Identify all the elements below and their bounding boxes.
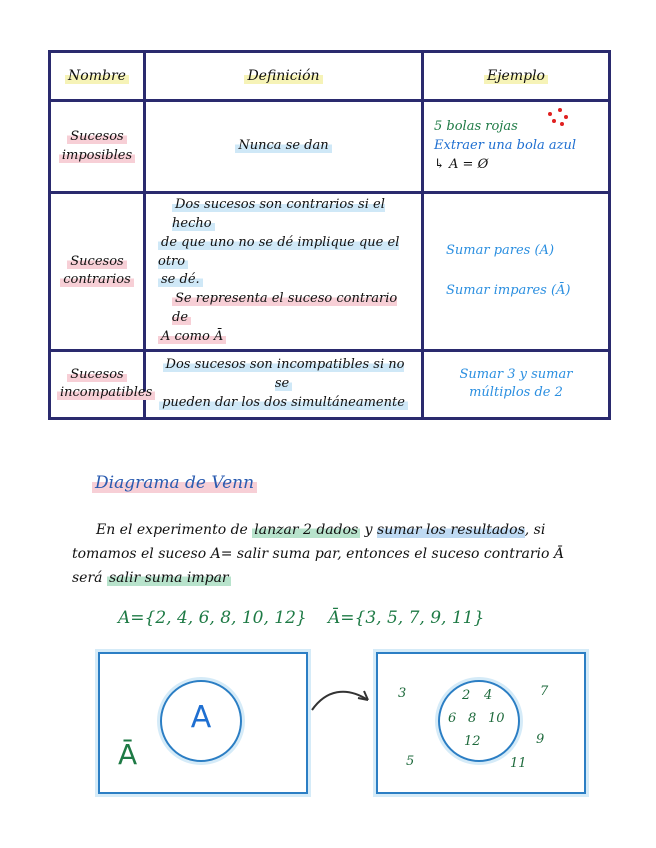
venn-left-box (98, 652, 308, 794)
row-ejemplo (423, 350, 610, 418)
curved-arrow-icon: ↳ (434, 156, 450, 172)
ejemplo-line: Sumar impares (Ā) (446, 283, 571, 299)
inside-number: 8 (468, 711, 477, 726)
header-ejemplo: Ejemplo (423, 52, 610, 101)
circle-label: A (190, 700, 212, 735)
row-nombre: Sucesos contrarios (50, 193, 145, 351)
outside-number: 3 (398, 686, 407, 701)
inside-number: 2 (462, 688, 471, 703)
row-nombre: Sucesos imposibles (50, 101, 145, 193)
table-row (50, 193, 610, 351)
row-definicion: Nunca se dan (145, 101, 423, 193)
venn-circle-a (160, 680, 242, 762)
venn-title: Diagrama de Venn (92, 473, 257, 493)
outside-number: 7 (540, 684, 549, 699)
table-row (50, 101, 610, 193)
inside-number: 4 (484, 688, 493, 703)
inside-number: 10 (488, 711, 505, 726)
outside-number: 9 (536, 732, 545, 747)
ejemplo-line: múltiplos de 2 (469, 385, 563, 401)
ejemplo-line: Sumar 3 y sumar (459, 366, 573, 382)
set-abar: Ā={3, 5, 7, 9, 11} (328, 608, 485, 628)
table-row (50, 350, 610, 418)
arrow-icon (308, 684, 374, 716)
ejemplo-line: ↳ A = Ø (434, 156, 489, 172)
inside-number: 12 (464, 734, 481, 749)
row-ejemplo (423, 101, 610, 193)
row-definicion: Dos sucesos son contrarios si el hecho de que uno no se dé implique que el otro se dé. Se representa el suceso contrario de A como Ā (145, 193, 423, 351)
ejemplo-line: 5 bolas rojas (434, 119, 518, 135)
sucesos-table (48, 50, 611, 420)
venn-right-box (376, 652, 586, 794)
ejemplo-line: Sumar pares (A) (446, 242, 555, 258)
header-nombre: Nombre (50, 52, 145, 101)
venn-paragraph: En el experimento de lanzar 2 dados y sumar los resultados, si tomamos el suceso A= salir suma par, entonces el suceso contrario Ā será salir suma impar (72, 522, 565, 586)
row-nombre: Sucesos incompatibles (50, 350, 145, 418)
row-definicion: Dos sucesos son incompatibles si no se pueden dar los dos simultáneamente (145, 350, 423, 418)
inside-number: 6 (448, 711, 457, 726)
outside-number: 5 (406, 754, 415, 769)
set-a: A={2, 4, 6, 8, 10, 12} (118, 608, 307, 628)
outside-label: Ā (118, 738, 138, 771)
row-ejemplo (423, 193, 610, 351)
outside-number: 11 (510, 756, 527, 771)
ejemplo-line: Extraer una bola azul (434, 138, 576, 154)
header-definicion: Definición (145, 52, 423, 101)
table-header-row (50, 52, 610, 101)
